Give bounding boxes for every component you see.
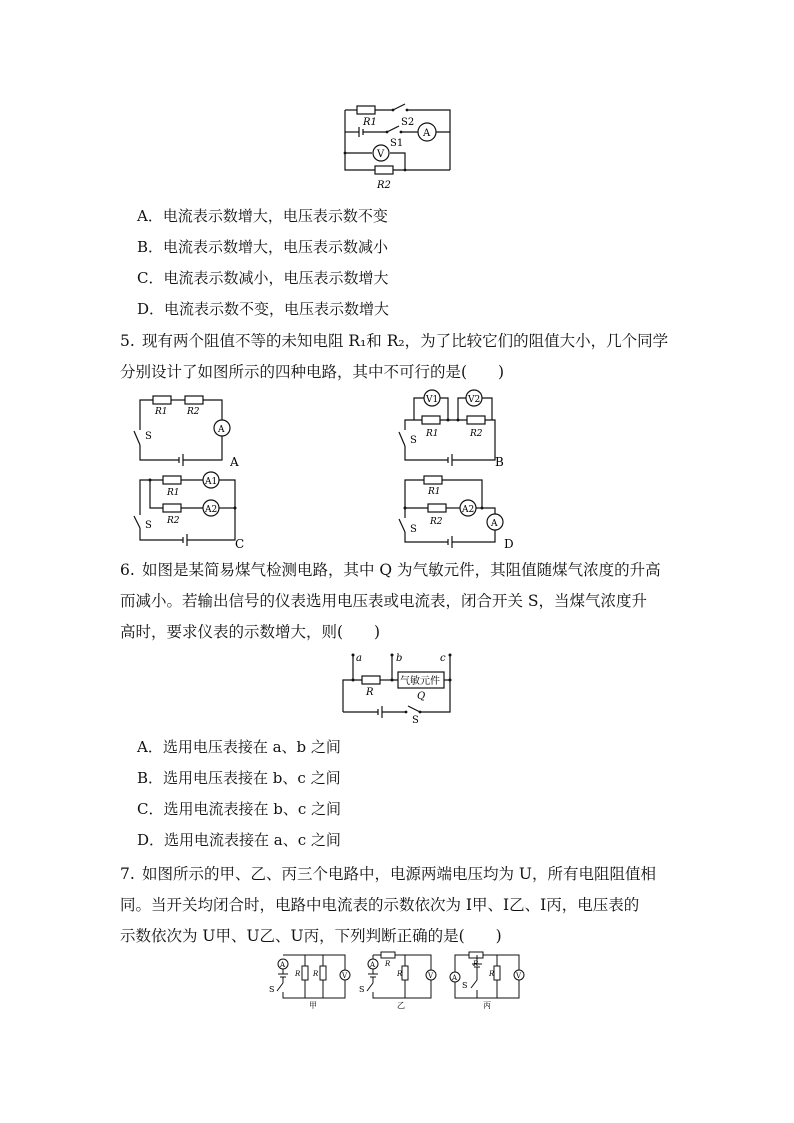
q6-switch-label: S <box>412 715 419 726</box>
q7jia-caption: 甲 <box>309 1001 317 1010</box>
q7yi-ammeter-symbol: A <box>370 961 376 969</box>
q7yi-r2-label: R <box>397 970 403 978</box>
q5c-switch-label: S <box>145 520 152 531</box>
q5c-tag: C <box>235 537 245 551</box>
q4-option-c[interactable]: C．电流表示数减小，电压表示数增大 <box>137 269 389 287</box>
q6-line-3: 高时，要求仪表的示数增大，则( ) <box>120 623 381 641</box>
q7-circuit-jia <box>265 950 355 1010</box>
q5a-switch-label: S <box>145 431 152 442</box>
q5-stem <box>120 326 680 388</box>
q5a-r1-label: R1 <box>155 407 168 417</box>
q4-option-b[interactable]: B．电流表示数增大，电压表示数减小 <box>137 238 389 256</box>
q7-line-2: 同。当开关均闭合时，电路中电流表的示数依次为 I甲、I乙、I丙，电压表的 <box>120 896 640 914</box>
q5b-r1-label: R1 <box>426 429 439 439</box>
q5d-ammeter-symbol: A <box>491 519 498 529</box>
q4-ammeter-symbol: A <box>423 128 431 139</box>
q5c-r1-label: R1 <box>167 488 180 498</box>
q7-circuit-yi <box>355 950 445 1010</box>
q4-option-a[interactable]: A．电流表示数增大，电压表示数不变 <box>137 207 388 225</box>
q5-circuit-a <box>135 390 255 470</box>
q6-option-c[interactable]: C．选用电流表接在 b、c 之间 <box>137 800 342 818</box>
q5b-switch-label: S <box>410 435 417 446</box>
q5d-tag: D <box>504 537 514 551</box>
q7jia-voltmeter-symbol: V <box>342 972 348 980</box>
q5c-a1-symbol: A1 <box>205 477 218 487</box>
q4-r1-label: R1 <box>363 117 377 128</box>
q7bing-caption: 丙 <box>483 1001 491 1010</box>
q6-option-d[interactable]: D．选用电流表接在 a、c 之间 <box>137 831 341 849</box>
q5-circuit-c <box>135 470 255 550</box>
q5-line-2: 分别设计了如图所示的四种电路，其中不可行的是( ) <box>120 363 505 381</box>
q5-line-1: 现有两个阻值不等的未知电阻 R₁和 R₂，为了比较它们的阻值大小，几个同学 <box>142 332 669 350</box>
q5b-tag: B <box>495 455 504 469</box>
q5d-a2-symbol: A2 <box>462 505 475 515</box>
q7bing-switch-label: S <box>462 981 468 990</box>
q7bing-r2-label: R <box>489 970 495 978</box>
q7yi-caption: 乙 <box>397 1001 405 1010</box>
q7bing-voltmeter-symbol: V <box>516 972 522 980</box>
q5d-switch-label: S <box>410 524 417 535</box>
q4-s2-label: S2 <box>401 117 415 128</box>
q5c-a2-symbol: A2 <box>205 505 218 515</box>
q7jia-switch-label: S <box>269 985 275 994</box>
q5c-r2-label: R2 <box>167 516 180 526</box>
q6-option-a[interactable]: A．选用电压表接在 a、b 之间 <box>137 738 341 756</box>
q4-r2-label: R2 <box>377 180 391 191</box>
q5b-v2-symbol: V2 <box>468 395 481 405</box>
q6-terminal-a: a <box>356 653 362 664</box>
q6-option-b[interactable]: B．选用电压表接在 b、c 之间 <box>137 769 341 787</box>
q6-circuit-figure <box>340 650 465 725</box>
q4-voltmeter-symbol: V <box>377 149 385 160</box>
q7bing-r1-label: R <box>473 960 479 968</box>
q4-option-d[interactable]: D．电流表示数不变，电压表示数增大 <box>137 300 390 318</box>
q5-circuit-d <box>400 470 520 552</box>
q5a-ammeter-symbol: A <box>218 425 225 435</box>
q6-terminal-c: c <box>440 653 446 664</box>
q6-q-label: Q <box>417 691 426 702</box>
q5-circuit-b <box>400 388 520 470</box>
q6-sensor-label: 气敏元件 <box>400 676 440 687</box>
q5b-v1-symbol: V1 <box>426 395 439 405</box>
q6-terminal-b: b <box>396 653 403 664</box>
q7-number: 7. <box>120 865 135 883</box>
q5a-r2-label: R2 <box>187 407 200 417</box>
q6-stem <box>120 555 680 648</box>
q7jia-r1-label: R <box>295 970 301 978</box>
q4-s1-label: S1 <box>390 138 404 149</box>
q7bing-ammeter-symbol: A <box>452 974 458 982</box>
q5-number: 5. <box>120 332 135 350</box>
q5b-r2-label: R2 <box>470 429 483 439</box>
q7yi-r1-label: R <box>385 960 391 968</box>
q7jia-r2-label: R <box>313 970 319 978</box>
q6-number: 6. <box>120 561 135 579</box>
q7-line-1: 如图所示的甲、乙、丙三个电路中，电源两端电压均为 U，所有电阻阻值相 <box>142 865 656 883</box>
q7-circuit-bing <box>447 950 537 1010</box>
q7-stem <box>120 859 680 952</box>
q4-circuit-figure <box>335 100 465 195</box>
q7yi-switch-label: S <box>359 985 365 994</box>
q5d-r1-label: R1 <box>428 487 441 497</box>
q5a-tag: A <box>230 455 239 469</box>
q6-r-label: R <box>366 687 374 698</box>
q7-line-3: 示数依次为 U甲、U乙、U丙，下列判断正确的是( ) <box>120 927 502 945</box>
q6-line-1: 如图是某简易煤气检测电路，其中 Q 为气敏元件，其阻值随煤气浓度的升高 <box>142 561 661 579</box>
q6-line-2: 而减小。若输出信号的仪表选用电压表或电流表，闭合开关 S，当煤气浓度升 <box>120 592 648 610</box>
q7yi-voltmeter-symbol: V <box>428 972 434 980</box>
q5d-r2-label: R2 <box>430 517 443 527</box>
q7jia-ammeter-symbol: A <box>280 961 286 969</box>
